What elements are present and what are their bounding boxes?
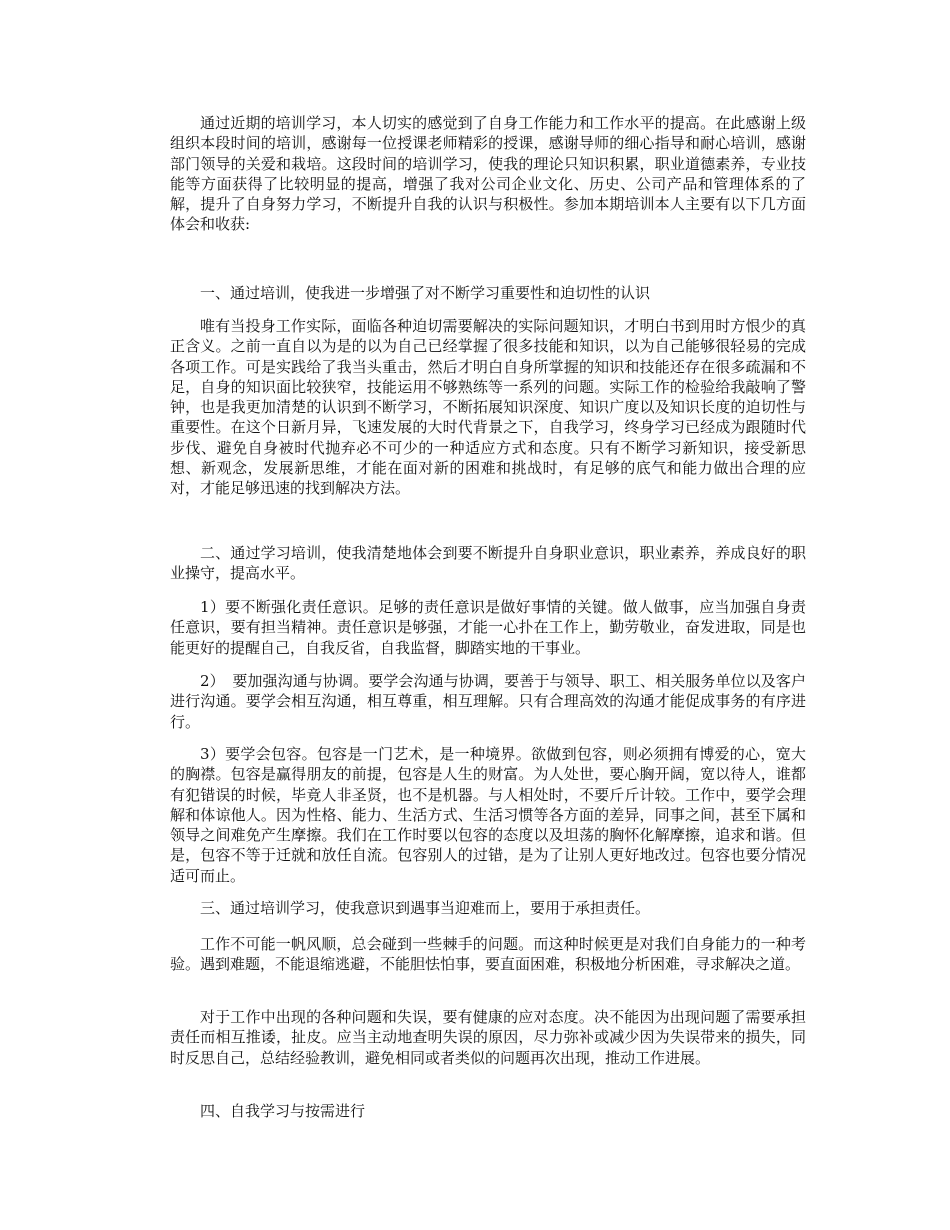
section-3-body-1: 工作不可能一帆风顺，总会碰到一些棘手的问题。而这种时候更是对我们自身能力的一种考验。遇到难题，不能退缩逃避，不能胆怯怕事，要直面困难，积极地分析困难，寻求解决之道。	[170, 935, 806, 974]
section-heading-3: 三、通过培训学习，使我意识到遇事当迎难而上，要用于承担责任。	[200, 899, 651, 917]
section-heading-2: 二、通过学习培训，使我清楚地体会到要不断提升自身职业意识，职业素养，养成良好的职业操守，提高水平。	[170, 544, 806, 583]
point-2-communication: 2） 要加强沟通与协调。要学会沟通与协调，要善于与领导、职工、相关服务单位以及客户进行沟通。要学会相互沟通，相互尊重，相互理解。只有合理高效的沟通才能促成事务的有序进行。	[170, 672, 806, 731]
section-heading-1: 一、通过培训，使我进一步增强了对不断学习重要性和迫切性的认识	[200, 284, 651, 302]
point-1-responsibility: 1）要不断强化责任意识。足够的责任意识是做好事情的关键。做人做事，应当加强自身责任意识，要有担当精神。责任意识是够强，才能一心扑在工作上，勤劳敬业，奋发进取，同是也能更好的提醒自己，自我反省，自我监督，脚踏实地的干事业。	[170, 598, 806, 657]
section-heading-4: 四、自我学习与按需进行	[200, 1102, 366, 1120]
intro-paragraph: 通过近期的培训学习，本人切实的感觉到了自身工作能力和工作水平的提高。在此感谢上级组织本段时间的培训，感谢每一位授课老师精彩的授课，感谢导师的细心指导和耐心培训，感谢部门领导的关爱和栽培。这段时间的培训学习，使我的理论只知识积累，职业道德素养，专业技能等方面获得了比较明显的提高，增强了我对公司企业文化、历史、公司产品和管理体系的了解，提升了自身努力学习，不断提升自我的认识与积极性。参加本期培训本人主要有以下几方面体会和收获:	[170, 114, 806, 234]
section-1-body: 唯有当投身工作实际，面临各种迫切需要解决的实际问题知识，才明白书到用时方恨少的真正含义。之前一直自以为是的以为自己已经掌握了很多技能和知识，以为自己能够很轻易的完成各项工作。可是实践给了我当头重击，然后才明白自身所掌握的知识和技能还存在很多疏漏和不足，自身的知识面比较狭窄，技能运用不够熟练等一系列的问题。实际工作的检验给我敲响了警钟，也是我更加清楚的认识到不断学习，不断拓展知识深度、知识广度以及知识长度的迫切性与重要性。在这个日新月异，飞速发展的大时代背景之下，自我学习，终身学习已经成为跟随时代步伐、避免自身被时代抛弃必不可少的一种适应方式和态度。只有不断学习新知识，接受新思想、新观念，发展新思维，才能在面对新的困难和挑战时，有足够的底气和能力做出合理的应对，才能足够迅速的找到解决方法。	[170, 317, 806, 498]
section-3-body-2: 对于工作中出现的各种问题和失误，要有健康的应对态度。决不能因为出现问题了需要承担责任而相互推诿，扯皮。应当主动地查明失误的原因，尽力弥补或减少因为失误带来的损失，同时反思自己，总结经验教训，避免相同或者类似的问题再次出现，推动工作进展。	[170, 1008, 806, 1067]
point-3-tolerance: 3）要学会包容。包容是一门艺术，是一种境界。欲做到包容，则必须拥有博爱的心，宽大的胸襟。包容是赢得朋友的前提，包容是人生的财富。为人处世，要心胸开阔，宽以待人，谁都有犯错误的时候，毕竟人非圣贤，也不是机器。与人相处时，不要斤斤计较。工作中，要学会理解和体谅他人。因为性格、能力、生活方式、生活习惯等各方面的差异，同事之间，甚至下属和领导之间难免产生摩擦。我们在工作时要以包容的态度以及坦荡的胸怀化解摩擦，追求和谐。但是，包容不等于迁就和放任自流。包容别人的过错，是为了让别人更好地改过。包容也要分情况适可而止。	[170, 745, 806, 885]
